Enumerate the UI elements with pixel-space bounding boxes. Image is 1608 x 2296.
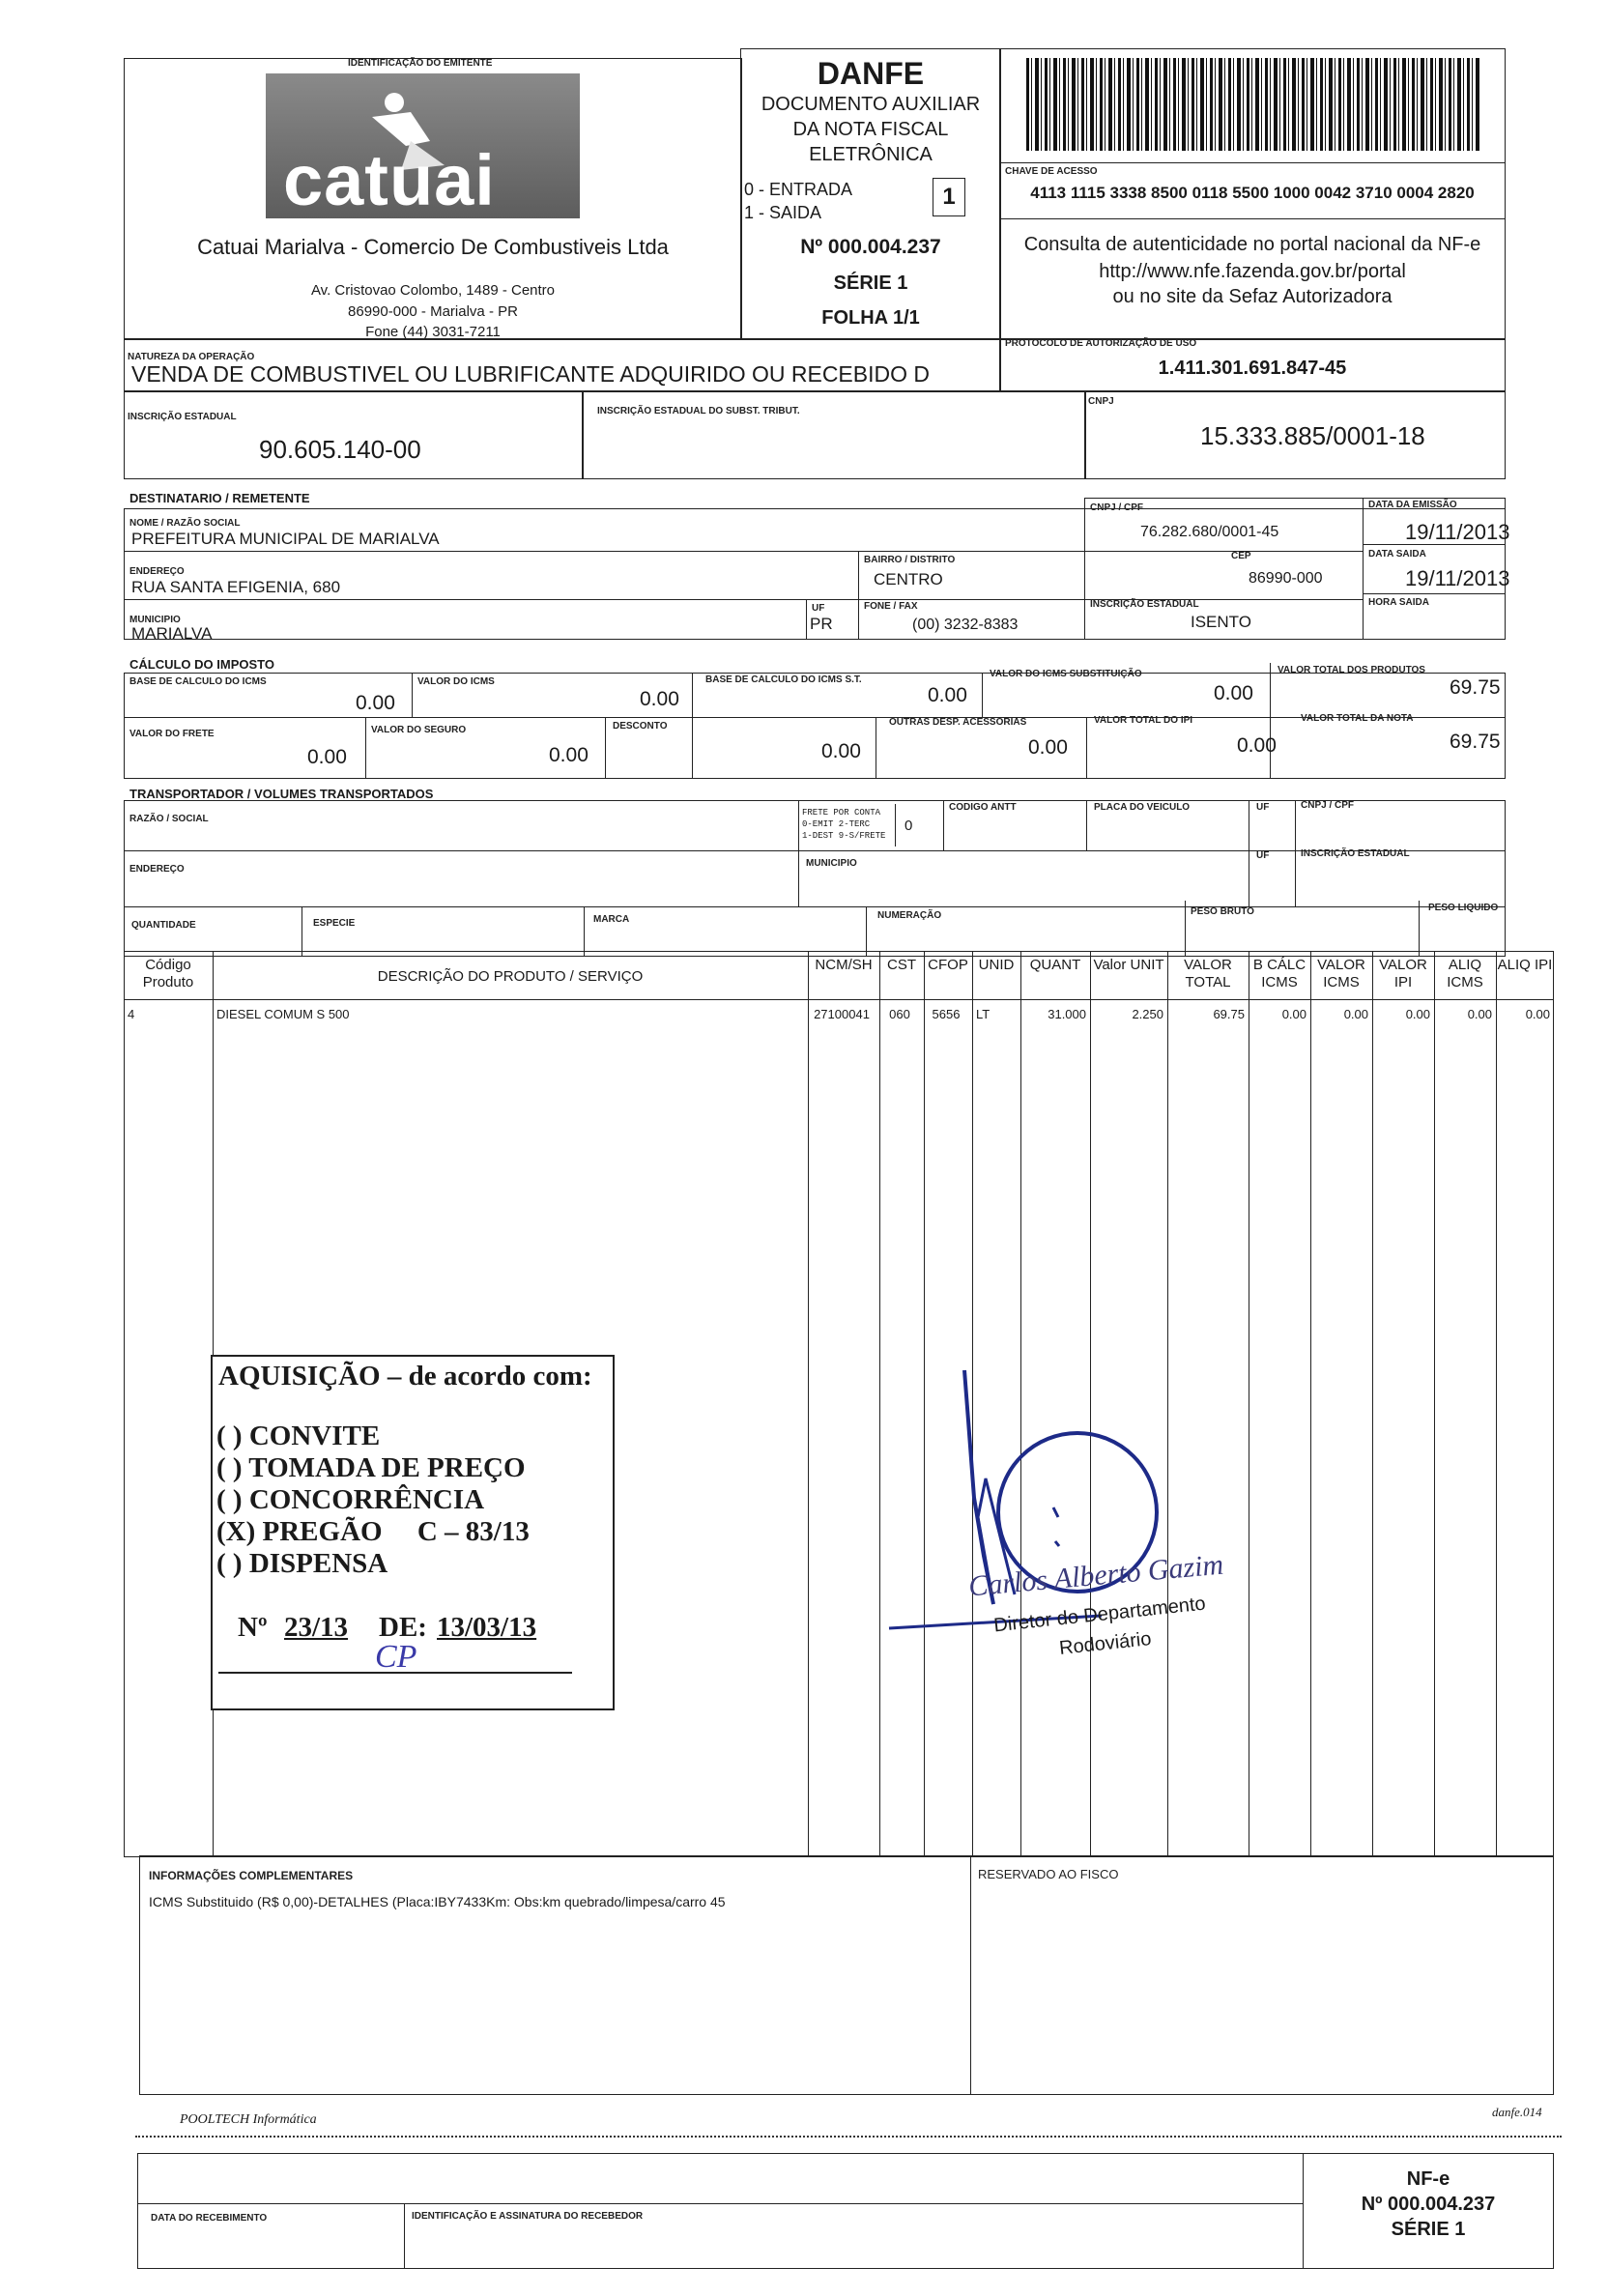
- ie-value: 90.605.140-00: [259, 435, 421, 464]
- transp-placa-label: PLACA DO VEICULO: [1094, 802, 1191, 813]
- ipi-label: VALOR TOTAL DO IPI: [1094, 715, 1193, 726]
- danfe-subtitle2: DA NOTA FISCAL: [792, 119, 949, 140]
- header-bc-icms: B CÁLC ICMS: [1252, 957, 1306, 990]
- footer-form: danfe.014: [1492, 2105, 1542, 2119]
- bc-icms: 0.00: [356, 692, 395, 714]
- cnpj-value: 15.333.885/0001-18: [1200, 421, 1425, 450]
- stamp-title: AQUISIÇÃO – de acordo com:: [218, 1361, 592, 1392]
- transp-marca-label: MARCA: [593, 914, 630, 925]
- danfe-subtitle3: ELETRÔNICA: [809, 144, 933, 165]
- dest-cnpj: 76.282.680/0001-45: [1140, 524, 1279, 540]
- stamp-initials: CP: [375, 1639, 417, 1675]
- protocolo-label: PROTOCOLO DE AUTORIZAÇÃO DE USO: [1005, 338, 1197, 349]
- v-prod-label: VALOR TOTAL DOS PRODUTOS: [1278, 665, 1425, 675]
- danfe-tipo: 1: [933, 178, 965, 216]
- dest-municipio-label: MUNICIPIO: [129, 615, 181, 625]
- table-cell-quant: 31.000: [1048, 1007, 1086, 1021]
- stamp-concorrencia: ( ) CONCORRÊNCIA: [216, 1484, 485, 1515]
- dest-endereco: RUA SANTA EFIGENIA, 680: [131, 578, 341, 596]
- fisco-label: RESERVADO AO FISCO: [978, 1867, 1119, 1881]
- table-cell-ncm: 27100041: [814, 1007, 870, 1021]
- danfe-saida: 1 - SAIDA: [744, 203, 822, 222]
- protocolo-value: 1.411.301.691.847-45: [1158, 358, 1347, 379]
- company-logo: [266, 73, 580, 218]
- dest-uf-label: UF: [812, 603, 825, 614]
- info-label: INFORMAÇÕES COMPLEMENTARES: [149, 1869, 354, 1882]
- natureza-label: NATUREZA DA OPERAÇÃO: [128, 352, 255, 362]
- v-prod: 69.75: [1450, 676, 1501, 699]
- footer-perforation: [135, 2136, 1562, 2138]
- footer-assinatura: IDENTIFICAÇÃO E ASSINATURA DO RECEBEDOR: [412, 2211, 644, 2222]
- cnpj-label: CNPJ: [1088, 396, 1114, 407]
- danfe-subtitle1: DOCUMENTO AUXILIAR: [761, 94, 981, 115]
- dest-ie-label: INSCRIÇÃO ESTADUAL: [1090, 599, 1199, 610]
- destinatario-section: DESTINATARIO / REMETENTE: [129, 491, 310, 505]
- header-valor-ipi: VALOR IPI: [1379, 957, 1427, 990]
- v-st: 0.00: [1214, 682, 1253, 704]
- dest-emissao-label: DATA DA EMISSÃO: [1368, 500, 1457, 510]
- dest-cep: 86990-000: [1249, 570, 1323, 587]
- header-aliq-ipi: ALIQ IPI: [1497, 957, 1553, 973]
- chave-consulta1: Consulta de autenticidade no portal nacional da NF-e: [1023, 234, 1481, 255]
- ie-st-label: INSCRIÇÃO ESTADUAL DO SUBST. TRIBUT.: [597, 406, 800, 416]
- nota: 69.75: [1450, 731, 1501, 753]
- transp-especie-label: ESPECIE: [313, 918, 356, 929]
- seguro: 0.00: [549, 744, 589, 766]
- header-cfop: CFOP: [928, 957, 968, 973]
- chave-label: CHAVE DE ACESSO: [1005, 166, 1098, 177]
- logo-text: catuai: [283, 140, 496, 220]
- transp-frete-val: 0: [904, 818, 913, 834]
- transp-liquido-label: PESO LIQUIDO: [1428, 903, 1499, 913]
- v-icms: 0.00: [640, 688, 679, 710]
- bc-icms-label: BASE DE CALCULO DO ICMS: [129, 676, 267, 687]
- desconto: 0.00: [821, 740, 861, 762]
- seguro-label: VALOR DO SEGURO: [371, 725, 467, 735]
- header-unid: UNID: [978, 957, 1015, 973]
- signature-role2: Rodoviário: [1058, 1628, 1153, 1659]
- stamp-date: 13/03/13: [437, 1612, 537, 1643]
- table-cell-aliq-icms: 0.00: [1467, 1007, 1492, 1021]
- nota-label: VALOR TOTAL DA NOTA: [1301, 713, 1414, 724]
- footer-serie: SÉRIE 1: [1391, 2219, 1466, 2240]
- stamp-pregao: (X) PREGÃO C – 83/13: [216, 1516, 530, 1547]
- transp-frete-l1: FRETE POR CONTA: [802, 808, 881, 818]
- footer-nfe: NF-e: [1406, 2168, 1450, 2190]
- transp-antt-label: CODIGO ANTT: [949, 802, 1017, 813]
- dest-nome: PREFEITURA MUNICIPAL DE MARIALVA: [131, 530, 440, 548]
- header-valor-icms: VALOR ICMS: [1317, 957, 1365, 990]
- emitente-address2: 86990-000 - Marialva - PR: [348, 303, 518, 320]
- chave-value: 4113 1115 3338 8500 0118 5500 1000 0042 3710 0004 2820: [1030, 184, 1475, 202]
- emitente-address1: Av. Cristovao Colombo, 1489 - Centro: [310, 282, 556, 299]
- stamp-dispensa: ( ) DISPENSA: [216, 1548, 388, 1579]
- outras-label: OUTRAS DESP. ACESSORIAS: [889, 717, 1027, 728]
- bc-st: 0.00: [928, 684, 967, 706]
- bc-st-label: BASE DE CALCULO DO ICMS S.T.: [705, 674, 862, 685]
- info-box: [139, 1855, 1554, 2095]
- table-cell-valor-total: 69.75: [1213, 1007, 1245, 1021]
- table-cell-cfop: 5656: [932, 1007, 961, 1021]
- table-cell-unid: LT: [976, 1007, 991, 1021]
- imposto-section: CÁLCULO DO IMPOSTO: [129, 657, 274, 672]
- header-quant: QUANT: [1029, 957, 1081, 973]
- header-aliq-icms: ALIQ ICMS: [1447, 957, 1483, 990]
- emitente-section-label: IDENTIFICAÇÃO DO EMITENTE: [348, 58, 493, 69]
- dest-fone-label: FONE / FAX: [864, 601, 918, 612]
- dest-saida-label: DATA SAIDA: [1368, 549, 1426, 560]
- dest-uf: PR: [810, 615, 833, 633]
- footer-recebimento: DATA DO RECEBIMENTO: [151, 2213, 268, 2224]
- v-st-label: VALOR DO ICMS SUBSTITUIÇÃO: [990, 669, 1142, 679]
- transp-qtd-label: QUANTIDADE: [131, 920, 196, 931]
- danfe-title: DANFE: [817, 56, 925, 91]
- danfe-entrada: 0 - ENTRADA: [744, 180, 853, 199]
- ipi: 0.00: [1237, 734, 1277, 757]
- header-descricao: DESCRIÇÃO DO PRODUTO / SERVIÇO: [377, 968, 644, 985]
- transp-municipio-label: MUNICIPIO: [806, 858, 857, 869]
- dest-emissao: 19/11/2013: [1405, 520, 1510, 544]
- transp-numeracao-label: NUMERAÇÃO: [877, 910, 942, 921]
- dest-bairro-label: BAIRRO / DISTRITO: [864, 555, 956, 565]
- footer-software: POOLTECH Informática: [180, 2112, 317, 2127]
- table-cell-cst: 060: [889, 1007, 910, 1021]
- outras: 0.00: [1028, 736, 1068, 759]
- table-cell-valor-icms: 0.00: [1343, 1007, 1368, 1021]
- dest-nome-label: NOME / RAZÃO SOCIAL: [129, 518, 241, 529]
- natureza-value: VENDA DE COMBUSTIVEL OU LUBRIFICANTE ADQUIRIDO OU RECEBIDO D: [131, 361, 931, 387]
- danfe-numero: Nº 000.004.237: [800, 236, 941, 258]
- dest-cnpj-label: CNPJ / CPF: [1090, 502, 1144, 513]
- transp-ie-label: INSCRIÇÃO ESTADUAL: [1301, 848, 1410, 859]
- transp-frete-l2: 0-EMIT 2-TERC: [802, 819, 871, 829]
- frete-label: VALOR DO FRETE: [129, 729, 215, 739]
- ie-st-box: [582, 390, 1086, 479]
- dest-cep-label: CEP: [1231, 551, 1251, 561]
- transp-uf2-label: UF: [1256, 850, 1270, 861]
- emitente-phone: Fone (44) 3031-7211: [365, 324, 501, 340]
- emitente-name: Catuai Marialva - Comercio De Combustiveis Ltda: [197, 235, 669, 259]
- signature-name: Carlos Alberto Gazim: [967, 1548, 1225, 1603]
- desconto-label: DESCONTO: [613, 721, 668, 732]
- dest-ie: ISENTO: [1191, 613, 1251, 631]
- header-valor-total: VALOR TOTAL: [1184, 957, 1232, 990]
- stamp-de-label: DE:: [379, 1612, 427, 1643]
- table-cell-codigo: 4: [128, 1007, 135, 1021]
- dest-hora-label: HORA SAIDA: [1368, 597, 1429, 608]
- transp-cnpj-label: CNPJ / CPF: [1301, 800, 1355, 811]
- transp-razao-label: RAZÃO / SOCIAL: [129, 814, 209, 824]
- ie-label: INSCRIÇÃO ESTADUAL: [128, 412, 237, 422]
- dest-endereco-label: ENDEREÇO: [129, 566, 185, 577]
- transp-endereco-label: ENDEREÇO: [129, 864, 185, 875]
- transp-uf-label: UF: [1256, 802, 1270, 813]
- table-cell-bc-icms: 0.00: [1281, 1007, 1306, 1021]
- danfe-folha: FOLHA 1/1: [821, 307, 920, 329]
- dest-fone: (00) 3232-8383: [912, 617, 1019, 633]
- info-text: ICMS Substituido (R$ 0,00)-DETALHES (Placa:IBY7433Km: Obs:km quebrado/limpesa/carro 45: [149, 1894, 726, 1909]
- table-cell-valor-ipi: 0.00: [1405, 1007, 1430, 1021]
- signature-role1: Diretor do Departamento: [992, 1593, 1207, 1637]
- stamp-num-label: Nº: [238, 1612, 268, 1643]
- dest-bairro: CENTRO: [874, 570, 943, 588]
- chave-consulta2[interactable]: http://www.nfe.fazenda.gov.br/portal: [1099, 261, 1406, 282]
- transp-bruto-label: PESO BRUTO: [1191, 906, 1254, 917]
- table-cell-descricao: DIESEL COMUM S 500: [216, 1007, 350, 1021]
- header-valor-unit: Valor UNIT: [1093, 957, 1164, 973]
- header-codigo: Código Produto: [142, 957, 194, 990]
- dest-municipio: MARIALVA: [131, 624, 213, 643]
- table-cell-aliq-ipi: 0.00: [1525, 1007, 1550, 1021]
- header-cst: CST: [887, 957, 916, 973]
- header-ncm: NCM/SH: [815, 957, 873, 973]
- v-icms-label: VALOR DO ICMS: [417, 676, 495, 687]
- stamp-convite: ( ) CONVITE: [216, 1421, 381, 1451]
- dest-saida: 19/11/2013: [1405, 566, 1510, 590]
- transportador-section: TRANSPORTADOR / VOLUMES TRANSPORTADOS: [129, 787, 434, 801]
- footer-numero: Nº 000.004.237: [1361, 2194, 1496, 2215]
- transp-frete-l3: 1-DEST 9-S/FRETE: [802, 831, 886, 841]
- stamp-tomada: ( ) TOMADA DE PREÇO: [216, 1452, 526, 1483]
- barcode: [1026, 58, 1480, 151]
- danfe-serie: SÉRIE 1: [833, 273, 908, 294]
- table-cell-valor-unit: 2.250: [1132, 1007, 1163, 1021]
- signature-mark: [870, 1363, 1218, 1681]
- chave-consulta3: ou no site da Sefaz Autorizadora: [1112, 286, 1393, 307]
- stamp-num: 23/13: [284, 1612, 349, 1643]
- frete: 0.00: [307, 746, 347, 768]
